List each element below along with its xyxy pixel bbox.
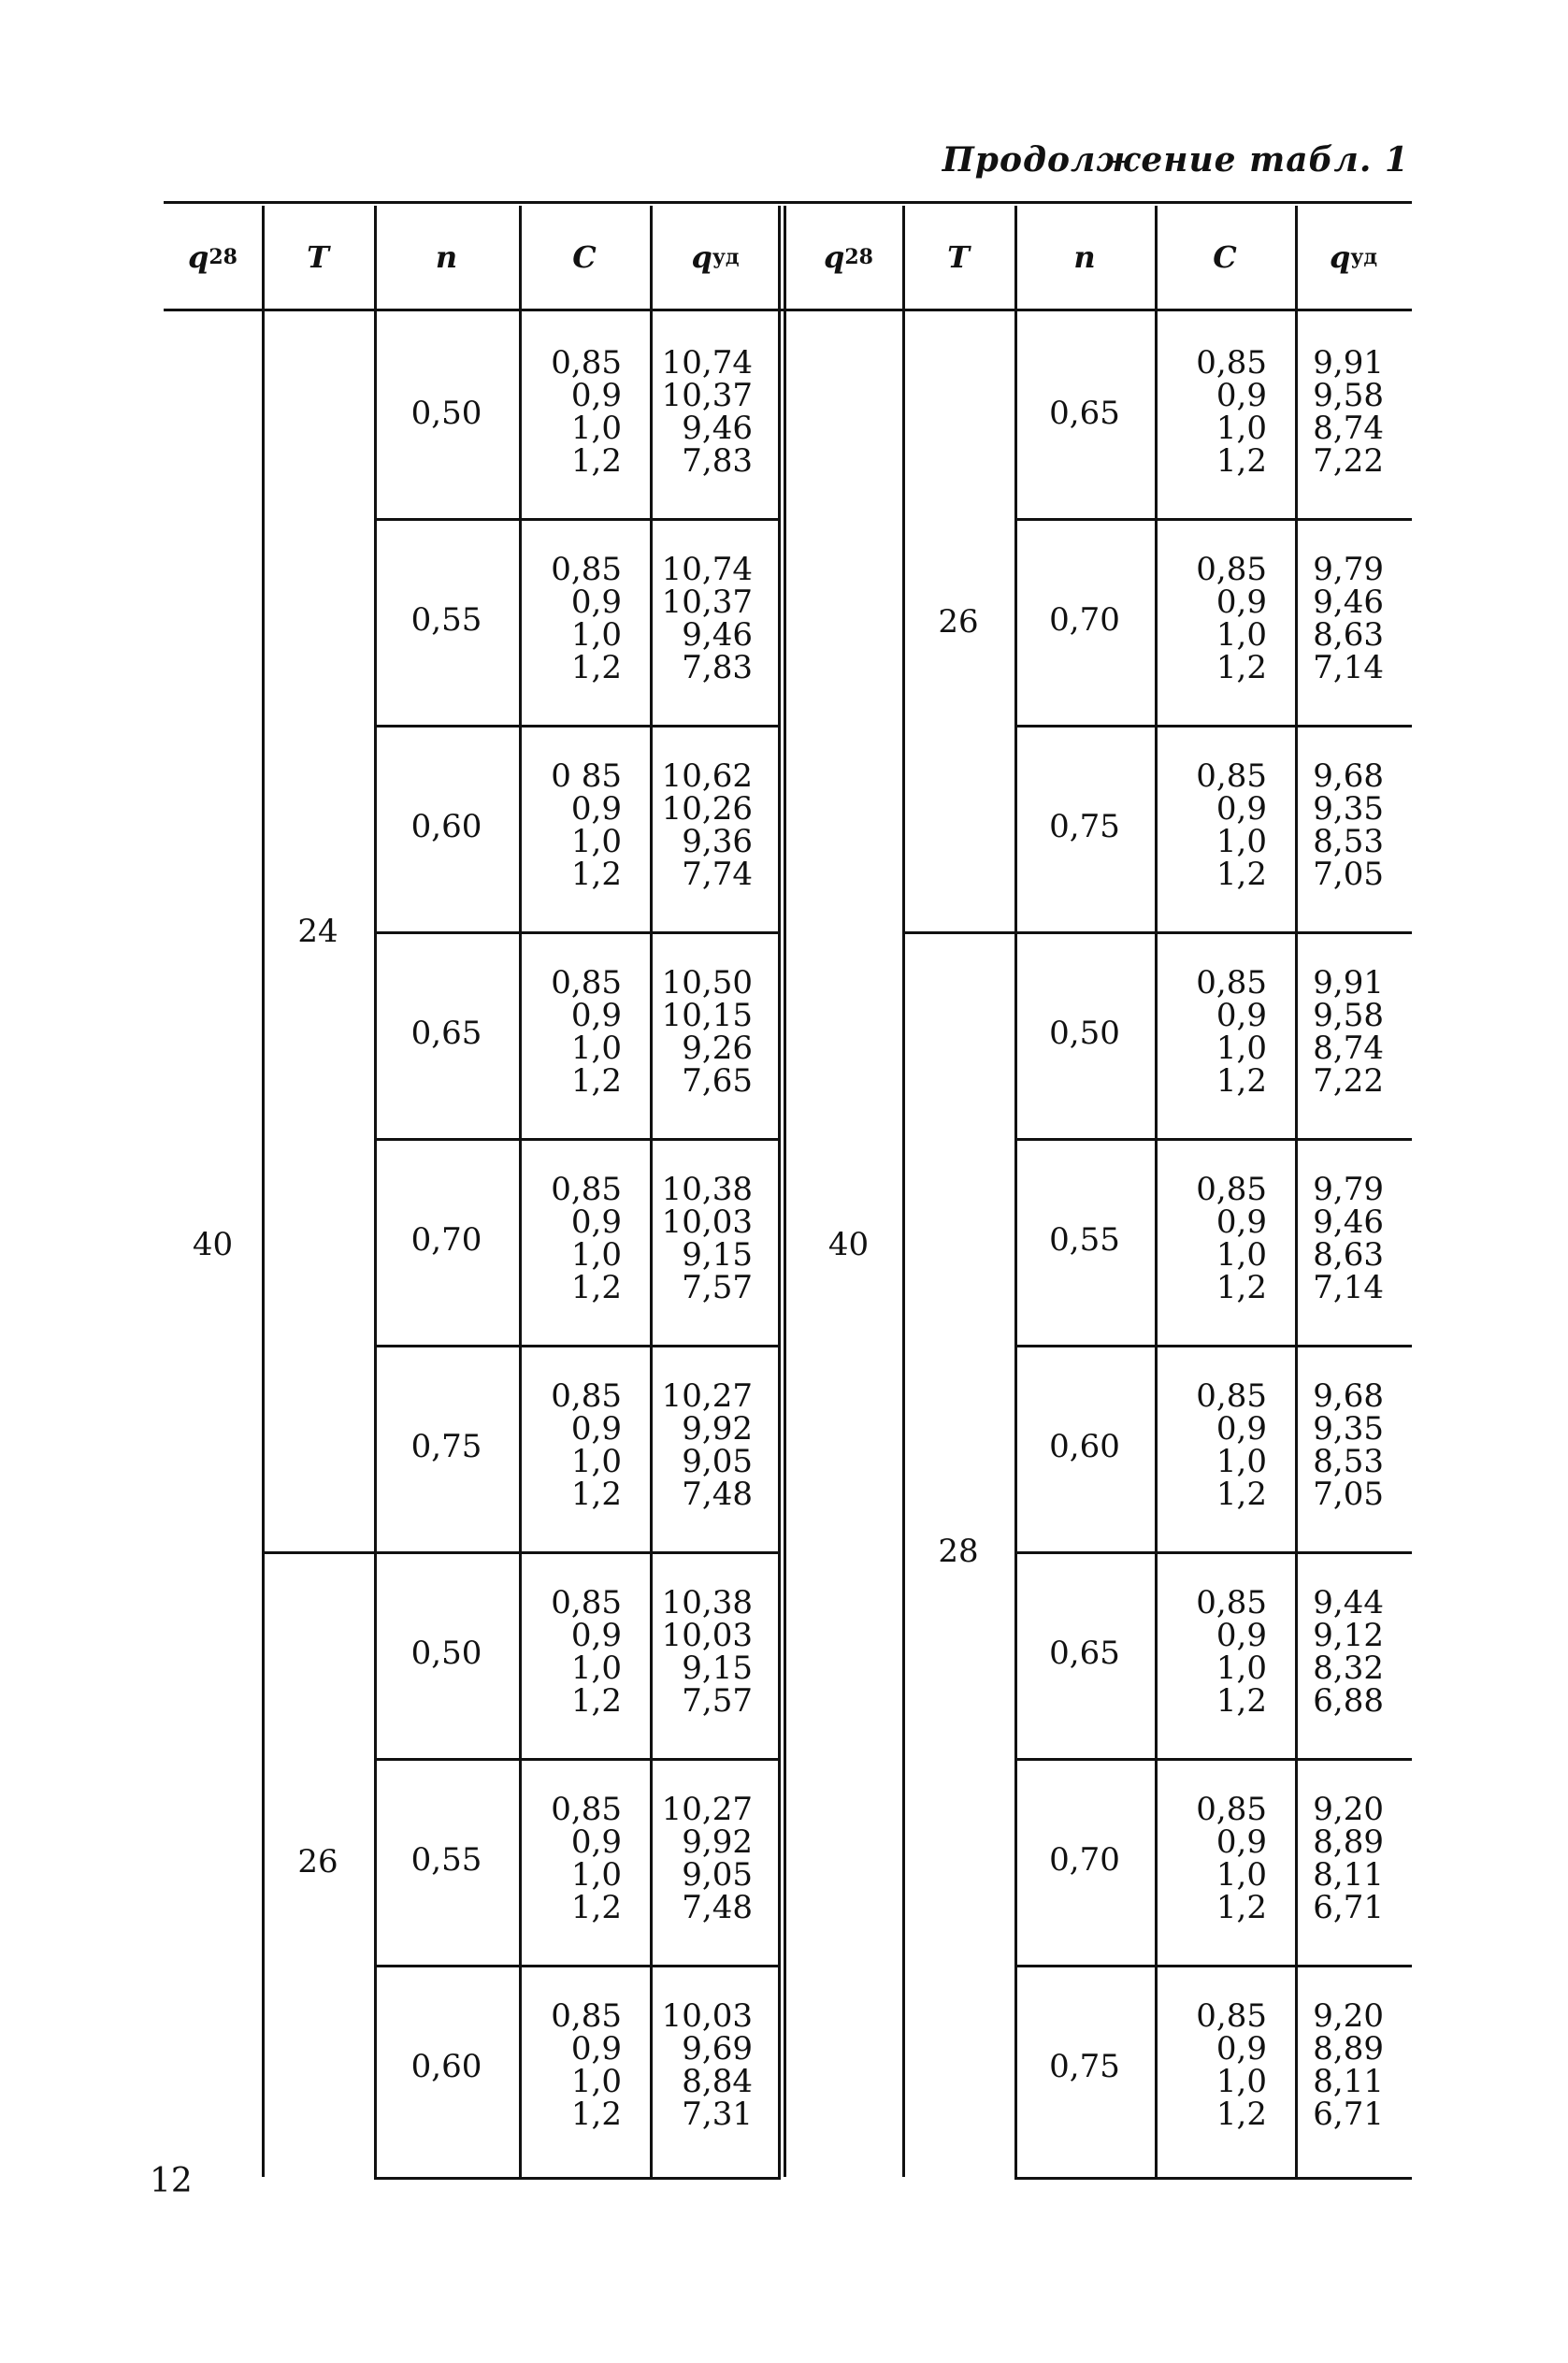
q-value: 7,22 [1313, 1062, 1384, 1100]
q-value: 9,69 [682, 2030, 753, 2068]
C-value: 0,9 [570, 1617, 622, 1654]
header-q-label: q [188, 239, 209, 275]
header-column-divider [1295, 206, 1298, 309]
q28-value: 40 [192, 1225, 234, 1263]
q-value: 7,74 [682, 856, 753, 893]
q-values [1295, 1171, 1384, 1306]
q-value: 10,74 [661, 344, 753, 382]
q-values [650, 1171, 753, 1306]
C-values [519, 1791, 622, 1926]
C-value: 0,9 [570, 1410, 622, 1448]
q-values [1295, 1791, 1384, 1926]
C-value: 1,2 [570, 1269, 622, 1306]
row-divider [374, 1758, 781, 1761]
C-value: 1,0 [570, 2063, 622, 2100]
q-values [650, 964, 753, 1100]
header-C [1155, 229, 1295, 285]
C-values [519, 964, 622, 1100]
n-value: 0,65 [1049, 394, 1120, 432]
q-values [650, 1997, 753, 2133]
row-divider [1014, 1345, 1412, 1347]
q-value: 7,83 [682, 442, 753, 480]
row-divider [1014, 1965, 1412, 1967]
C-value: 1,0 [1216, 1236, 1267, 1274]
q-values [1295, 757, 1384, 893]
header-qud-subscript: уд [712, 245, 740, 269]
C-value: 1,0 [570, 410, 622, 447]
q-value: 9,35 [1313, 790, 1384, 828]
q-value: 6,88 [1313, 1682, 1384, 1720]
C-value: 1,0 [570, 1236, 622, 1274]
row-divider [374, 1965, 781, 1967]
n-value: 0,55 [1049, 1220, 1120, 1259]
q-value: 9,92 [682, 1823, 753, 1861]
C-value: 0,85 [1196, 551, 1267, 588]
row-divider [374, 725, 781, 728]
C-value: 0,9 [1216, 1617, 1267, 1654]
row-divider [374, 518, 781, 521]
n-value: 0,70 [1049, 600, 1120, 639]
C-value: 0,9 [1216, 2030, 1267, 2068]
q-value: 9,68 [1313, 757, 1384, 795]
header-top-rule [164, 201, 799, 204]
C-value: 0,85 [1196, 1791, 1267, 1828]
C-value: 1,0 [1216, 823, 1267, 860]
group-divider [902, 931, 1412, 934]
q-value: 9,46 [1313, 1203, 1384, 1241]
q-values [1295, 344, 1384, 480]
q-value: 9,46 [1313, 584, 1384, 621]
C-values [1155, 344, 1267, 480]
row-divider [1014, 725, 1412, 728]
header-q-subscript: 28 [844, 245, 873, 269]
T-value: 28 [938, 1533, 979, 1570]
q-value: 7,65 [682, 1062, 753, 1100]
q-value: 9,58 [1313, 377, 1384, 414]
n-value: 0,70 [410, 1220, 482, 1259]
C-value: 1,2 [1216, 1889, 1267, 1926]
table-right-half [795, 201, 1412, 2165]
header-qud [1295, 229, 1412, 285]
q-value: 9,46 [682, 410, 753, 447]
C-value: 0,9 [570, 377, 622, 414]
C-value: 1,2 [1216, 1682, 1267, 1720]
row-divider [374, 1345, 781, 1347]
q-value: 10,27 [661, 1377, 753, 1415]
q-value: 6,71 [1313, 1889, 1384, 1926]
C-value: 0,85 [551, 1584, 622, 1621]
q-value: 9,36 [682, 823, 753, 860]
n-value: 0,75 [410, 1427, 482, 1465]
C-value: 0,85 [551, 1997, 622, 2035]
q-value: 8,63 [1313, 1236, 1384, 1274]
header-q-label: q [824, 239, 845, 275]
row-divider [1014, 1758, 1412, 1761]
q-value: 10,38 [661, 1584, 753, 1621]
q-value: 9,15 [682, 1650, 753, 1687]
C-values [519, 551, 622, 686]
q-value: 9,26 [682, 1030, 753, 1067]
q-values [650, 1791, 753, 1926]
q-value: 9,68 [1313, 1377, 1384, 1415]
C-value: 1,2 [570, 1682, 622, 1720]
header-T-label: T [307, 239, 329, 275]
q-value: 7,05 [1313, 1476, 1384, 1513]
q-value: 7,14 [1313, 1269, 1384, 1306]
table-bottom-rule [374, 2177, 781, 2180]
n-value: 0,60 [410, 2047, 482, 2085]
header-n-label: n [435, 239, 458, 275]
C-value: 0,85 [1196, 1584, 1267, 1621]
header-column-divider [902, 206, 905, 309]
q-values [650, 1377, 753, 1513]
header-n-label: n [1073, 239, 1096, 275]
header-qud-label: q [1329, 239, 1351, 275]
q-value: 9,12 [1313, 1617, 1384, 1654]
header-C-label: C [572, 239, 597, 275]
C-value: 1,2 [570, 1062, 622, 1100]
q-values [1295, 1584, 1384, 1720]
C-value: 0,85 [1196, 964, 1267, 1001]
C-values [519, 1377, 622, 1513]
C-value: 1,0 [1216, 1856, 1267, 1894]
header-column-divider [1155, 206, 1158, 309]
q-value: 10,37 [661, 584, 753, 621]
header-qud [650, 229, 781, 285]
header-top-rule [795, 201, 1412, 204]
n-value: 0,50 [410, 1634, 482, 1672]
T-value: 26 [938, 602, 979, 641]
header-T-label: T [947, 239, 970, 275]
q-value: 10,74 [661, 551, 753, 588]
q-value: 10,62 [661, 757, 753, 795]
C-value: 0,85 [1196, 344, 1267, 382]
C-values [519, 344, 622, 480]
row-divider [374, 1138, 781, 1141]
q-value: 9,44 [1313, 1584, 1384, 1621]
header-q [795, 229, 902, 285]
q-value: 9,35 [1313, 1410, 1384, 1448]
q-value: 9,79 [1313, 1171, 1384, 1208]
C-value: 0,85 [551, 551, 622, 588]
header-C [519, 229, 650, 285]
C-value: 1,0 [570, 1856, 622, 1894]
q-value: 10,38 [661, 1171, 753, 1208]
n-value: 0,65 [410, 1014, 482, 1052]
C-value: 1,0 [1216, 410, 1267, 447]
header-n [374, 229, 519, 285]
q-values [650, 757, 753, 893]
group-divider [262, 1551, 781, 1554]
C-value: 1,0 [1216, 1650, 1267, 1687]
header-q-subscript: 28 [209, 245, 237, 269]
C-value: 0,9 [570, 997, 622, 1034]
T-value: 24 [297, 913, 338, 950]
C-value: 1,2 [570, 1889, 622, 1926]
q-value: 6,71 [1313, 2096, 1384, 2133]
n-value: 0,65 [1049, 1634, 1120, 1672]
C-value: 0,9 [570, 2030, 622, 2068]
C-value: 1,0 [1216, 1030, 1267, 1067]
C-value: 1,2 [570, 856, 622, 893]
C-value: 1,2 [570, 649, 622, 686]
C-values [1155, 1791, 1267, 1926]
n-value: 0,60 [1049, 1427, 1120, 1465]
table-caption: Продолжение табл. 1 [942, 140, 1409, 180]
q-values [1295, 964, 1384, 1100]
C-value: 1,0 [1216, 616, 1267, 654]
n-value: 0,50 [410, 394, 482, 432]
q-value: 8,89 [1313, 1823, 1384, 1861]
q28-value: 40 [827, 1225, 870, 1263]
q-value: 7,31 [682, 2096, 753, 2133]
C-value: 1,2 [570, 442, 622, 480]
C-values [1155, 551, 1267, 686]
T-value: 26 [297, 1842, 338, 1880]
q-values [650, 1584, 753, 1720]
C-value: 0,9 [570, 790, 622, 828]
C-value: 1,2 [1216, 649, 1267, 686]
header-C-label: C [1213, 239, 1237, 275]
q-value: 10,15 [661, 997, 753, 1034]
table-left-half [164, 201, 799, 2165]
C-value: 1,0 [570, 1443, 622, 1480]
double-divider [784, 206, 786, 2177]
C-value: 1,2 [1216, 1476, 1267, 1513]
n-value: 0,60 [410, 807, 482, 845]
q-value: 9,79 [1313, 551, 1384, 588]
C-value: 1,2 [1216, 2096, 1267, 2133]
C-value: 1,0 [1216, 2063, 1267, 2100]
q-value: 9,46 [682, 616, 753, 654]
q-value: 7,14 [1313, 649, 1384, 686]
q-value: 9,05 [682, 1443, 753, 1480]
n-value: 0,50 [1049, 1014, 1120, 1052]
q-value: 7,83 [682, 649, 753, 686]
C-value: 0,85 [1196, 757, 1267, 795]
q-value: 10,03 [661, 1617, 753, 1654]
q-value: 8,53 [1313, 823, 1384, 860]
C-value: 0,9 [570, 1203, 622, 1241]
header-T [902, 229, 1014, 285]
header-qud-label: q [691, 239, 712, 275]
C-value: 0,85 [551, 1377, 622, 1415]
row-divider [1014, 1551, 1412, 1554]
row-divider [1014, 518, 1412, 521]
q-values [1295, 1377, 1384, 1513]
header-n [1014, 229, 1155, 285]
q-values [650, 551, 753, 686]
n-value: 0,55 [410, 600, 482, 639]
q-value: 9,91 [1313, 344, 1384, 382]
C-values [519, 1584, 622, 1720]
C-value: 0,9 [1216, 377, 1267, 414]
C-value: 1,0 [570, 823, 622, 860]
C-value: 1,2 [1216, 1062, 1267, 1100]
q-value: 10,03 [661, 1203, 753, 1241]
q-value: 10,27 [661, 1791, 753, 1828]
q-value: 7,05 [1313, 856, 1384, 893]
double-divider [778, 206, 781, 2177]
q-value: 7,57 [682, 1682, 753, 1720]
C-values [1155, 1171, 1267, 1306]
q-values [650, 344, 753, 480]
C-value: 0,85 [551, 964, 622, 1001]
q-value: 7,22 [1313, 442, 1384, 480]
page-number: 12 [150, 2162, 193, 2200]
C-values [1155, 1997, 1267, 2133]
C-value: 0,9 [1216, 790, 1267, 828]
q-value: 10,26 [661, 790, 753, 828]
C-value: 1,0 [1216, 1443, 1267, 1480]
q-value: 8,74 [1313, 1030, 1384, 1067]
C-value: 1,2 [1216, 442, 1267, 480]
C-value: 0,9 [1216, 1203, 1267, 1241]
n-value: 0,55 [410, 1840, 482, 1879]
q-value: 8,84 [682, 2063, 753, 2100]
C-values [1155, 1584, 1267, 1720]
q-value: 8,74 [1313, 410, 1384, 447]
q-value: 7,57 [682, 1269, 753, 1306]
header-qud-subscript: уд [1350, 245, 1378, 269]
C-value: 0,85 [551, 1171, 622, 1208]
C-value: 0,9 [1216, 997, 1267, 1034]
q-value: 9,05 [682, 1856, 753, 1894]
q-value: 10,50 [661, 964, 753, 1001]
C-value: 0,85 [1196, 1377, 1267, 1415]
C-values [1155, 757, 1267, 893]
header-q [164, 229, 262, 285]
q-value: 9,92 [682, 1410, 753, 1448]
C-value: 1,0 [570, 616, 622, 654]
C-values [519, 757, 622, 893]
q-value: 10,37 [661, 377, 753, 414]
q-value: 8,11 [1313, 1856, 1384, 1894]
q-value: 8,53 [1313, 1443, 1384, 1480]
header-column-divider [1014, 206, 1017, 309]
n-value: 0,70 [1049, 1840, 1120, 1879]
C-value: 0,9 [570, 1823, 622, 1861]
header-T [262, 229, 374, 285]
C-value: 1,0 [570, 1650, 622, 1687]
row-divider [374, 931, 781, 934]
q-value: 8,32 [1313, 1650, 1384, 1687]
q-values [1295, 551, 1384, 686]
q-value: 10,03 [661, 1997, 753, 2035]
row-divider [1014, 1138, 1412, 1141]
C-values [1155, 1377, 1267, 1513]
C-value: 0,85 [551, 1791, 622, 1828]
C-value: 0,9 [1216, 1823, 1267, 1861]
q-values [1295, 1997, 1384, 2133]
C-values [519, 1171, 622, 1306]
header-column-divider [650, 206, 653, 309]
C-value: 1,2 [570, 1476, 622, 1513]
C-values [519, 1997, 622, 2133]
n-value: 0,75 [1049, 2047, 1120, 2085]
header-column-divider [519, 206, 522, 309]
q-value: 8,11 [1313, 2063, 1384, 2100]
q-value: 7,48 [682, 1889, 753, 1926]
C-value: 1,2 [1216, 1269, 1267, 1306]
C-value: 0 85 [551, 757, 622, 795]
q-value: 7,48 [682, 1476, 753, 1513]
C-value: 1,2 [570, 2096, 622, 2133]
C-value: 0,85 [1196, 1997, 1267, 2035]
q-value: 9,58 [1313, 997, 1384, 1034]
table-bottom-rule [1014, 2177, 1412, 2180]
header-column-divider [262, 206, 265, 309]
q-value: 8,63 [1313, 616, 1384, 654]
C-value: 1,0 [570, 1030, 622, 1067]
q-value: 9,91 [1313, 964, 1384, 1001]
C-value: 0,9 [1216, 584, 1267, 621]
q-value: 9,15 [682, 1236, 753, 1274]
q-value: 9,20 [1313, 1791, 1384, 1828]
header-column-divider [374, 206, 377, 309]
C-value: 1,2 [1216, 856, 1267, 893]
q-value: 8,89 [1313, 2030, 1384, 2068]
C-value: 0,85 [1196, 1171, 1267, 1208]
q-value: 9,20 [1313, 1997, 1384, 2035]
C-values [1155, 964, 1267, 1100]
C-value: 0,85 [551, 344, 622, 382]
C-value: 0,9 [570, 584, 622, 621]
C-value: 0,9 [1216, 1410, 1267, 1448]
n-value: 0,75 [1049, 807, 1120, 845]
